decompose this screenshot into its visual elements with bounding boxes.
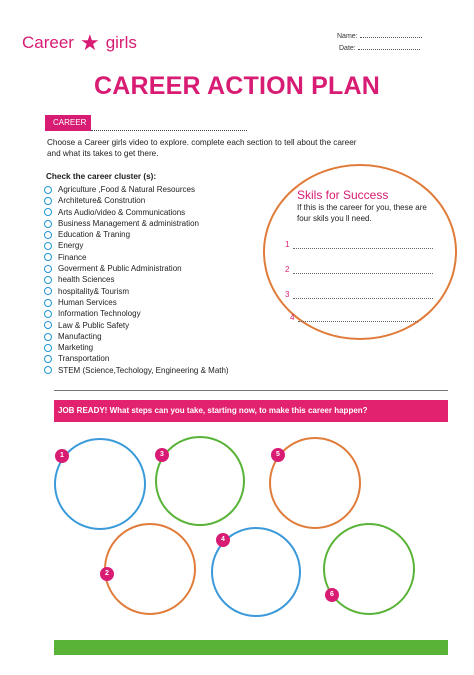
skill-line-1[interactable] — [285, 240, 433, 249]
step-badge-3: 3 — [155, 448, 169, 462]
instructions-text: Choose a Career girls video to explore. complete each section to tell about the career and what its takes to get there. — [47, 138, 357, 158]
step-badge-4: 4 — [216, 533, 230, 547]
cluster-item-label: Law & Public Safety — [58, 320, 130, 330]
cluster-item[interactable] — [44, 331, 229, 342]
radio-icon[interactable] — [44, 265, 52, 273]
radio-icon[interactable] — [44, 242, 52, 250]
radio-icon[interactable] — [44, 333, 52, 341]
cluster-item-label: Architeture& Constrution — [58, 196, 146, 206]
cluster-item[interactable] — [44, 195, 229, 206]
skill-line-3[interactable] — [285, 290, 433, 299]
career-tab: CAREER — [45, 115, 91, 131]
step-badge-1: 1 — [55, 449, 69, 463]
cluster-item[interactable] — [44, 218, 229, 229]
skill-number: 4 — [290, 313, 295, 322]
skills-description: If this is the career for you, these are four skils you ll need. — [297, 203, 427, 223]
step-badge-5: 5 — [271, 448, 285, 462]
cluster-item-label: Information Technology — [58, 309, 141, 319]
step-circle-2[interactable] — [104, 523, 196, 615]
skill-line-2[interactable] — [285, 265, 433, 274]
radio-icon[interactable] — [44, 310, 52, 318]
skills-title: Skils for Success — [297, 188, 389, 202]
cluster-item[interactable] — [44, 263, 229, 274]
cluster-item-label: Energy — [58, 241, 84, 251]
cluster-item-label: Agriculture ,Food & Natural Resources — [58, 185, 195, 194]
name-label: Name: — [337, 33, 358, 40]
radio-icon[interactable] — [44, 321, 52, 329]
step-circle-6[interactable] — [323, 523, 415, 615]
star-icon: ★ — [79, 30, 100, 55]
radio-icon[interactable] — [44, 287, 52, 295]
cluster-item-label: Marketing — [58, 343, 94, 353]
cluster-item-label: Education & Traning — [58, 230, 131, 240]
cluster-item-label: Transportation — [58, 354, 110, 364]
skill-line-4[interactable] — [290, 313, 418, 322]
radio-icon[interactable] — [44, 220, 52, 228]
cluster-item[interactable] — [44, 274, 229, 285]
skill-number: 2 — [285, 265, 290, 274]
radio-icon[interactable] — [44, 208, 52, 216]
radio-icon[interactable] — [44, 197, 52, 205]
cluster-item[interactable] — [44, 184, 229, 195]
radio-icon[interactable] — [44, 231, 52, 239]
cluster-item[interactable] — [44, 342, 229, 353]
radio-icon[interactable] — [44, 366, 52, 374]
cluster-item[interactable] — [44, 320, 229, 331]
logo — [22, 32, 137, 54]
cluster-item-label: Manufacting — [58, 331, 102, 341]
step-badge-2: 2 — [100, 567, 114, 581]
footer-bar — [54, 640, 448, 655]
cluster-item[interactable] — [44, 286, 229, 297]
cluster-item[interactable] — [44, 308, 229, 319]
radio-icon[interactable] — [44, 253, 52, 261]
cluster-item[interactable] — [44, 297, 229, 308]
date-label: Date: — [339, 45, 356, 52]
career-input-line[interactable] — [91, 130, 247, 131]
cluster-item-label: hospitality& Tourism — [58, 286, 129, 296]
radio-icon[interactable] — [44, 344, 52, 352]
radio-icon[interactable] — [44, 355, 52, 363]
cluster-item[interactable] — [44, 207, 229, 218]
cluster-item-label: Human Services — [58, 297, 117, 307]
radio-icon[interactable] — [44, 186, 52, 194]
skill-number: 1 — [285, 240, 290, 249]
cluster-item[interactable] — [44, 353, 229, 364]
cluster-item[interactable] — [44, 229, 229, 240]
skill-number: 3 — [285, 290, 290, 299]
page-title: CAREER ACTION PLAN — [93, 72, 380, 100]
cluster-item-label: STEM (Science,Techology, Engineering & Math) — [58, 365, 229, 375]
logo-career-text: Career — [22, 33, 74, 52]
cluster-item[interactable] — [44, 365, 229, 376]
section-divider — [54, 390, 448, 391]
logo-girls-text: girls — [105, 33, 137, 52]
name-line[interactable] — [360, 31, 422, 38]
cluster-item-label: Goverment & Public Administration — [58, 264, 182, 274]
radio-icon[interactable] — [44, 276, 52, 284]
cluster-item[interactable] — [44, 252, 229, 263]
name-field[interactable] — [337, 31, 422, 40]
cluster-heading: Check the career cluster (s): — [46, 172, 157, 181]
date-line[interactable] — [358, 43, 420, 50]
date-field[interactable] — [339, 43, 420, 52]
step-circle-3[interactable] — [155, 436, 245, 526]
job-ready-banner: JOB READY! What steps can you take, starting now, to make this career happen? — [54, 400, 448, 422]
cluster-item-label: Business Management & administration — [58, 218, 199, 228]
cluster-item[interactable] — [44, 240, 229, 251]
cluster-item-label: Finance — [58, 252, 87, 262]
step-badge-6: 6 — [325, 588, 339, 602]
cluster-item-label: health Sciences — [58, 275, 115, 285]
cluster-item-label: Arts Audio/video & Communications — [58, 207, 186, 217]
cluster-list — [44, 184, 229, 376]
radio-icon[interactable] — [44, 299, 52, 307]
